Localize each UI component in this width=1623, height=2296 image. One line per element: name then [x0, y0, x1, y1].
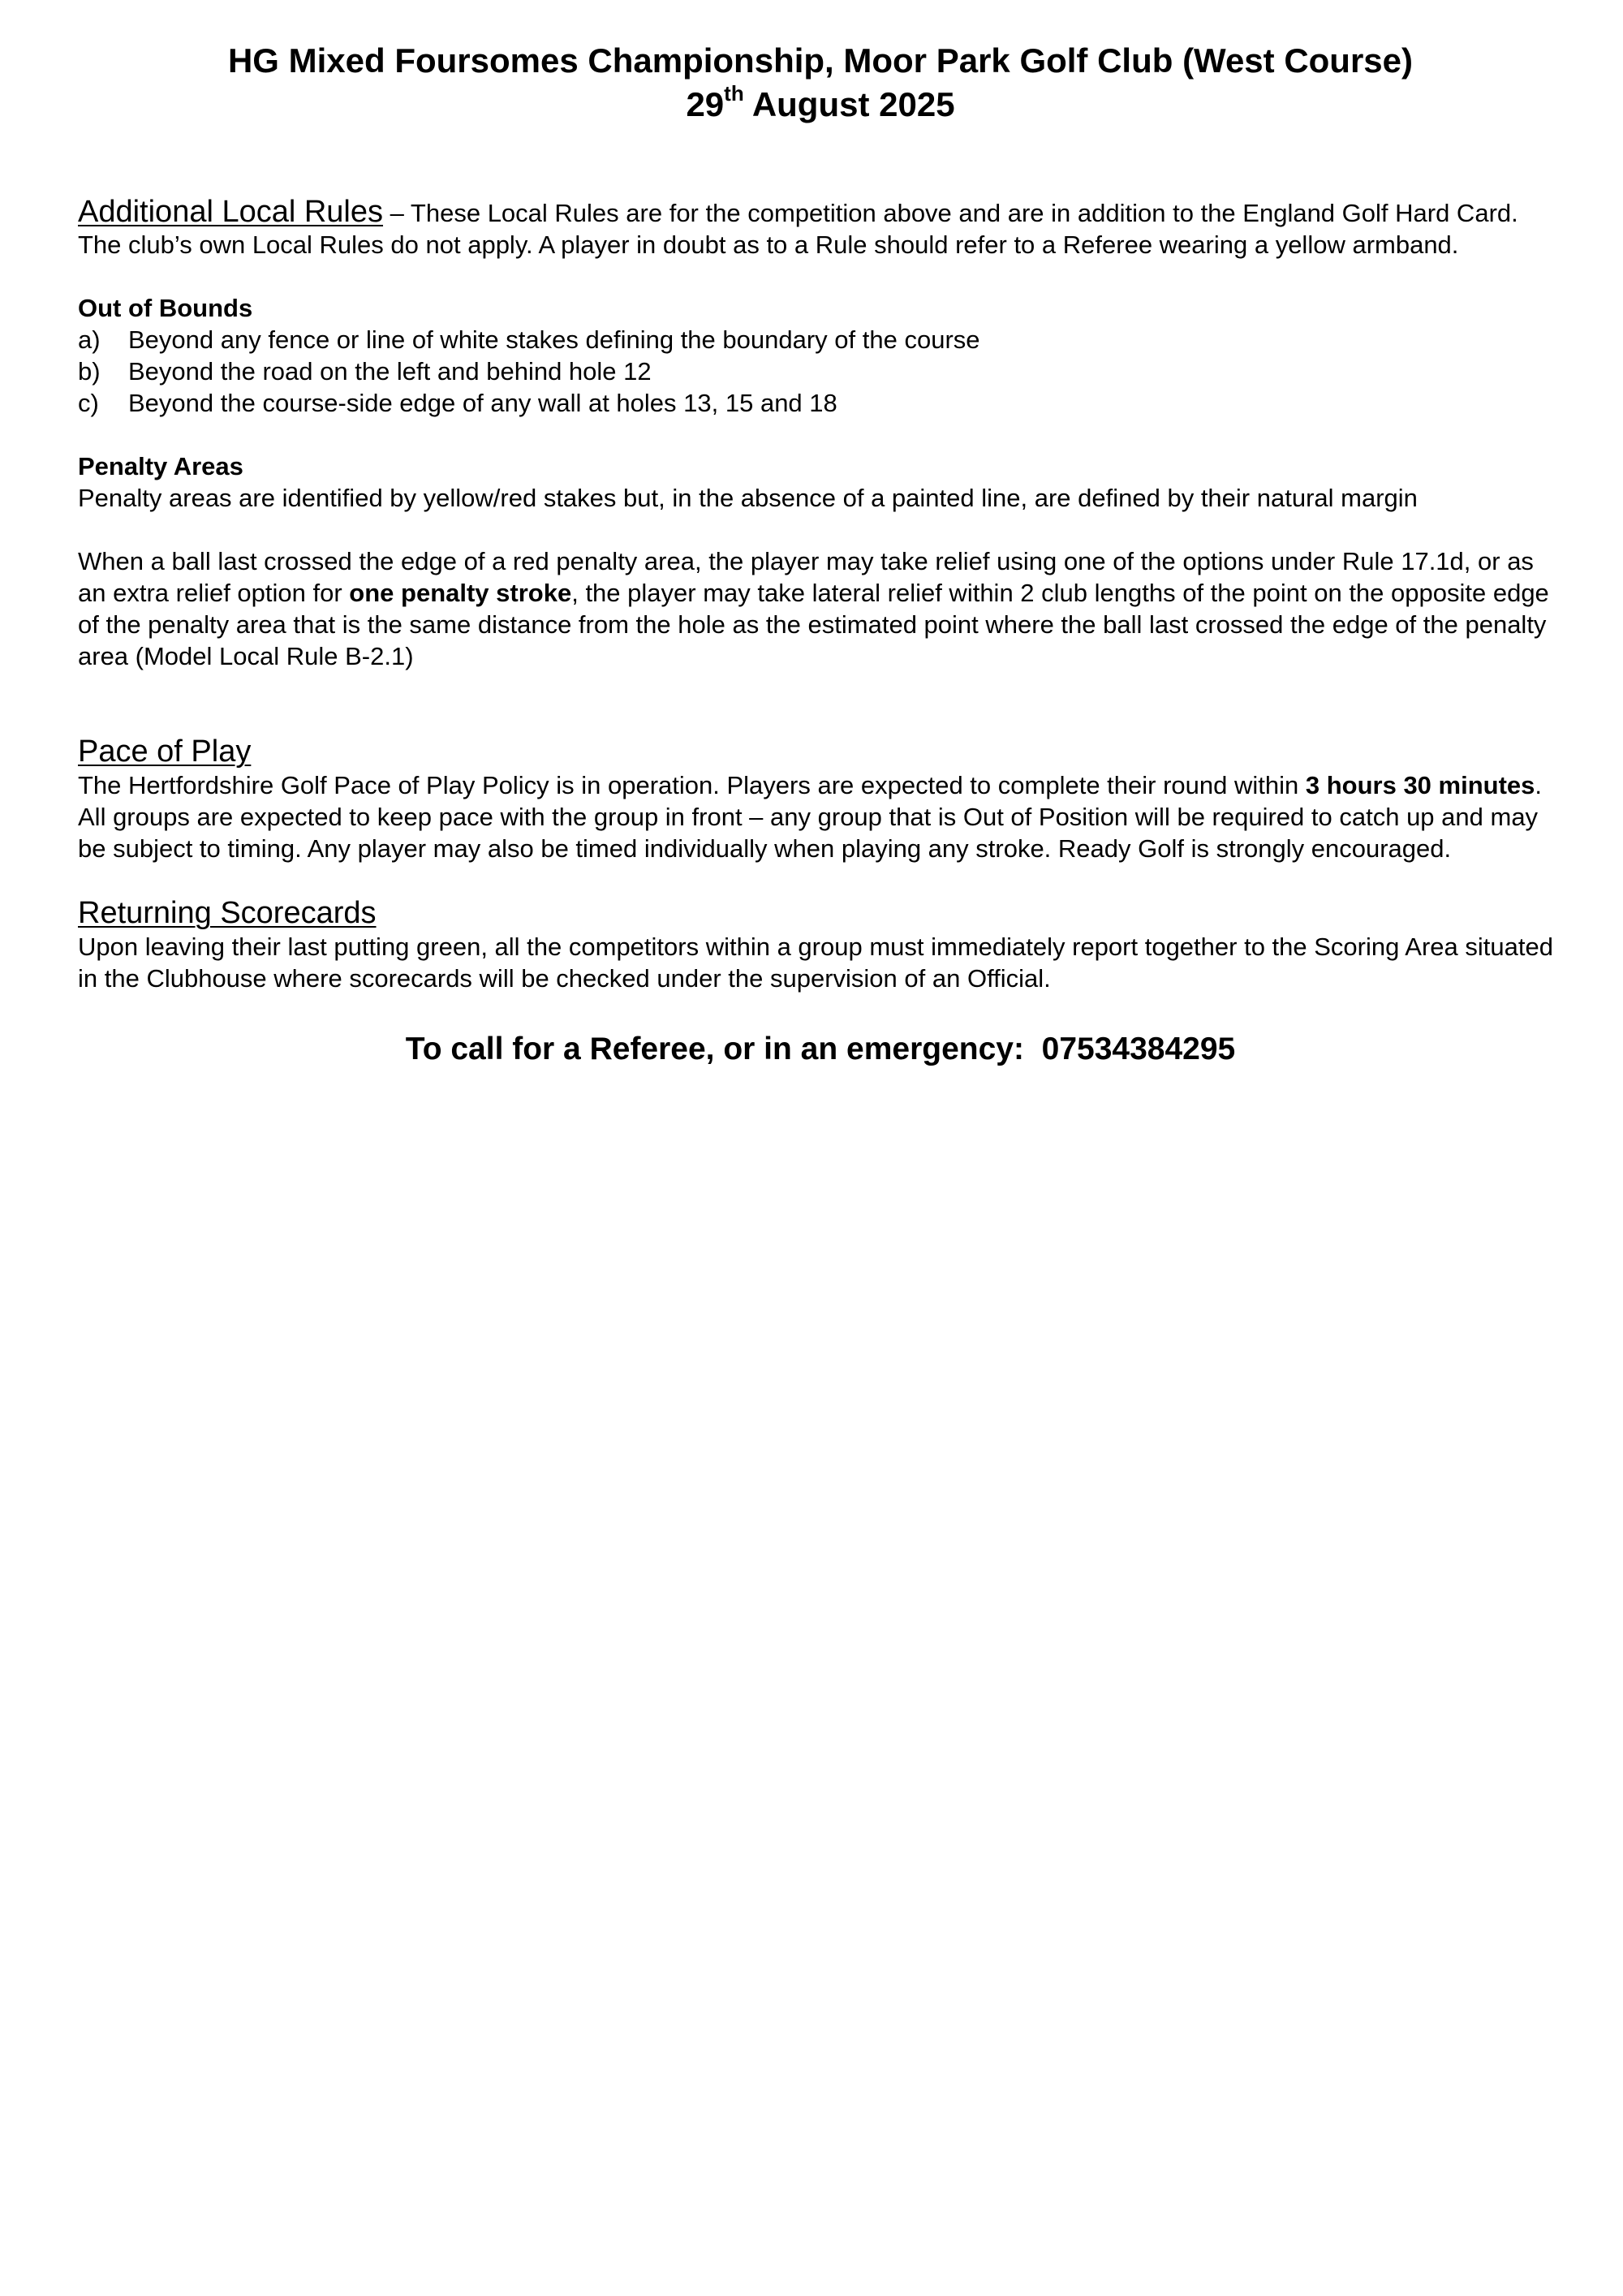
list-marker: c)	[78, 389, 99, 417]
list-item-text: Beyond any fence or line of white stakes defining the boundary of the course	[128, 325, 980, 354]
pace-of-play-heading: Pace of Play	[78, 734, 252, 769]
penalty-areas-text-2	[78, 545, 1563, 672]
page-title	[78, 39, 1563, 127]
pace-of-play-text-bold: 3 hours 30 minutes	[1305, 771, 1535, 799]
penalty-areas-text-2-bold: one penalty stroke	[349, 579, 572, 607]
local-rules-paragraph	[78, 196, 1563, 261]
emergency-phone-number: 07534384295	[1041, 1032, 1236, 1066]
list-marker: a)	[78, 325, 101, 354]
list-item	[78, 355, 1563, 387]
title-date-suffix: th	[724, 81, 744, 106]
local-rules-dash: –	[383, 199, 411, 227]
pace-of-play-text	[78, 769, 1563, 864]
list-marker: b)	[78, 357, 101, 386]
returning-scorecards-text: Upon leaving their last putting green, all the competitors within a group must immediately report together to the Scoring Area situated in the Clubhouse where scorecards will be checked under the supervision of an Official.	[78, 933, 1553, 993]
penalty-areas-heading: Penalty Areas	[78, 452, 243, 480]
pace-of-play-text-part1: The Hertfordshire Golf Pace of Play Policy is in operation. Players are expected to complete their round within	[78, 771, 1306, 799]
emergency-contact-label: To call for a Referee, or in an emergency:	[405, 1032, 1024, 1066]
penalty-areas-text-2-part2: , the player may take lateral relief within 2 club lengths of the point on the opposite edge of the penalty area that is the same distance from the hole as the estimated point where the ball last crossed the edge of the penalty area (Model Local Rule B-2.1)	[78, 579, 1549, 670]
out-of-bounds-heading: Out of Bounds	[78, 294, 253, 322]
local-rules-heading: Additional Local Rules	[78, 195, 384, 229]
list-item	[78, 387, 1563, 419]
returning-scorecards-heading: Returning Scorecards	[78, 896, 377, 930]
list-item	[78, 324, 1563, 355]
out-of-bounds-list	[78, 324, 1563, 419]
local-rules-text: These Local Rules are for the competition above and are in addition to the England Golf Hard Card. The club’s own Local Rules do not apply. A player in doubt as to a Rule should refer to a Referee wearing a yellow armband.	[78, 199, 1518, 259]
document-page	[78, 39, 1563, 1069]
penalty-areas-text-1: Penalty areas are identified by yellow/red stakes but, in the absence of a painted line, are defined by their natural margin	[78, 484, 1418, 512]
title-date-rest: August 2025	[743, 85, 955, 123]
emergency-contact	[78, 1030, 1563, 1069]
list-item-text: Beyond the course-side edge of any wall at holes 13, 15 and 18	[128, 389, 837, 417]
title-date-day: 29	[686, 85, 725, 123]
pace-of-play-text-part2: . All groups are expected to keep pace with the group in front – any group that is Out of Position will be required to catch up and may be subject to timing. Any player may also be timed individually when playing any stroke. Ready Golf is strongly encouraged.	[78, 771, 1543, 863]
penalty-areas-text-2-part1: When a ball last crossed the edge of a red penalty area, the player may take relief using one of the options under Rule 17.1d, or as an extra relief option for	[78, 547, 1534, 607]
title-line-1: HG Mixed Foursomes Championship, Moor Park Golf Club (West Course)	[227, 41, 1414, 80]
list-item-text: Beyond the road on the left and behind hole 12	[128, 357, 652, 386]
